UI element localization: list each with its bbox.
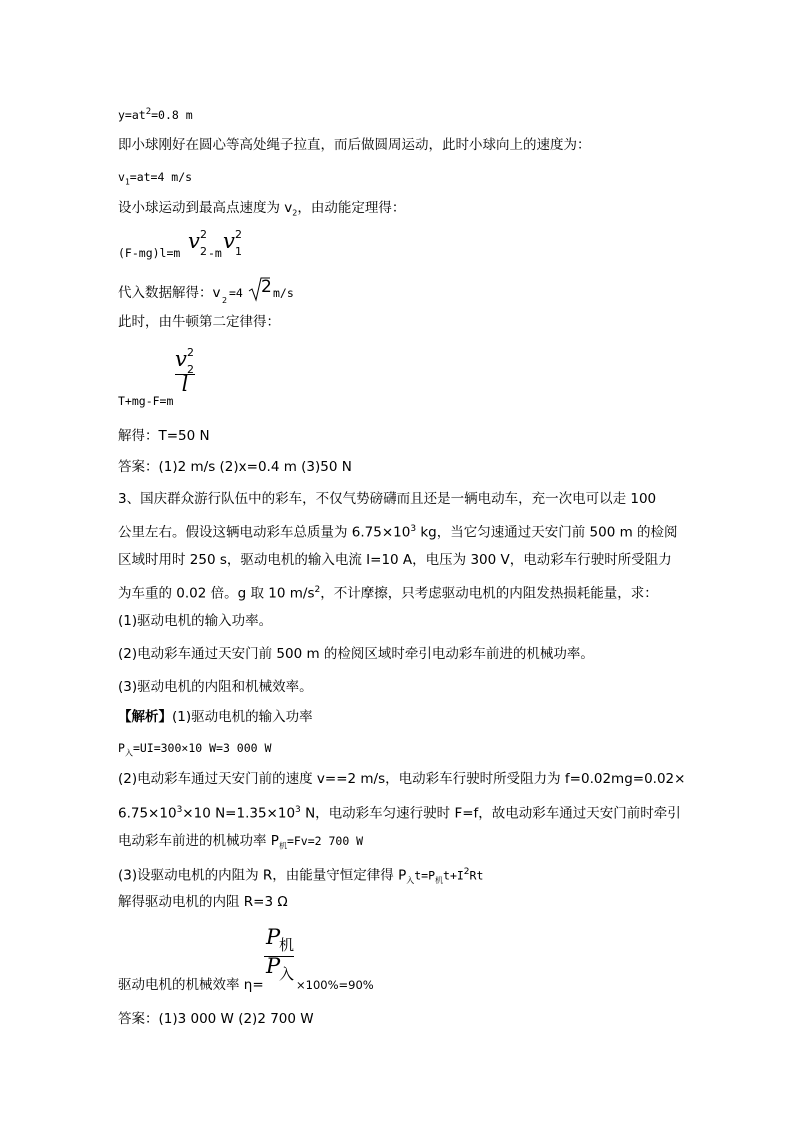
text: (3)设驱动电机的内阻为 R，由能量守恒定律得 P: [118, 867, 407, 884]
var-v1: v: [223, 229, 235, 253]
fraction: [264, 924, 296, 985]
subscript: 2: [187, 363, 194, 376]
text: =0.8 m: [151, 107, 193, 122]
superscript: 2: [463, 867, 470, 877]
line-tension-result: 解得：T=50 N: [118, 428, 210, 444]
text: ，由动能定理得：: [297, 200, 406, 216]
text: 为车重的 0.02 倍。g 取 10 m/s: [118, 585, 315, 602]
text: =at=4 m/s: [129, 170, 193, 184]
analysis-input-power: [118, 739, 271, 762]
text: ，不计摩擦，只考虑驱动电机的内阻发热损耗能量，求：: [320, 585, 658, 602]
analysis-line-4: [118, 801, 681, 823]
text: ×10 N=1.35×10: [182, 805, 296, 822]
superscript: 2: [200, 228, 207, 241]
equation-prefix: T+mg-F=m: [118, 394, 174, 408]
superscript: 2: [145, 107, 152, 117]
radicand: 2: [261, 277, 272, 297]
analysis-heading: [118, 708, 313, 726]
line-answer-3: 答案：(1)3 000 W (2)2 700 W: [118, 1011, 314, 1027]
analysis-tag: 【解析】: [118, 709, 172, 725]
superscript: 2: [235, 228, 242, 241]
text: v: [118, 170, 125, 184]
text: 驱动电机的机械效率 η=: [118, 977, 264, 993]
line-rope-straight: 即小球刚好在圆心等高处绳子拉直，而后做圆周运动，此时小球向上的速度为：: [118, 137, 591, 153]
problem-3-line-4: [118, 581, 658, 603]
problem-3-line-1: 3、国庆群众游行队伍中的彩车，不仅气势磅礴而且还是一辆电动车，充一次电可以走 100: [118, 491, 657, 507]
superscript: 2: [187, 346, 194, 359]
subscript: 2: [222, 296, 228, 305]
line-answer-2: 答案：(1)2 m/s (2)x=0.4 m (3)50 N: [118, 459, 352, 475]
superscript: 2: [314, 585, 321, 595]
text: kg，当它匀速通过天安门前 500 m 的检阅: [416, 524, 678, 541]
subscript: 2: [200, 245, 207, 258]
subscript: 1: [235, 245, 242, 258]
subscript: 机: [435, 876, 444, 886]
text: m/s: [273, 286, 294, 300]
line-kinetic-energy-theorem: [118, 199, 405, 223]
problem-3-line-2: [118, 520, 678, 542]
analysis-mechanical-power: [118, 832, 363, 856]
subscript: 入: [279, 965, 295, 983]
text: 设小球运动到最高点速度为 v: [118, 200, 293, 216]
text: ×100%=90%: [296, 978, 374, 992]
problem-3-line-3: 区域时用时 250 s，驱动电机的输入电流 I=10 A，电压为 300 V，电动彩车行驶时所受阻力: [118, 552, 672, 568]
superscript: 3: [176, 805, 183, 815]
numerator: P: [266, 925, 281, 949]
text: 公里左右。假设这辆电动彩车总质量为 6.75×10: [118, 524, 411, 541]
subscript: 入: [124, 748, 133, 758]
text: t+I: [443, 868, 464, 883]
text: 代入数据解得：v: [118, 285, 221, 301]
subscript: 2: [292, 208, 298, 218]
line-newton-second-law: 此时，由牛顿第二定律得：: [118, 314, 280, 330]
denominator: P: [266, 954, 281, 978]
numerator: v: [175, 347, 187, 371]
text: y=at: [118, 107, 146, 122]
analysis-line-3: (2)电动彩车通过天安门前的速度 v==2 m/s，电动彩车行驶时所受阻力为 f=0.02mg=0.02×: [118, 771, 686, 787]
fraction: [175, 344, 197, 396]
equation-prefix: (F-mg)l=m: [118, 246, 181, 260]
text: Rt: [469, 868, 484, 883]
analysis-energy-conservation: [118, 863, 483, 890]
text: =UI=300×10 W=3 000 W: [132, 741, 272, 755]
question-1: (1)驱动电机的输入功率。: [118, 613, 273, 629]
subscript: 机: [279, 936, 295, 954]
text: =4: [229, 286, 243, 300]
text: t=P: [414, 868, 436, 883]
subscript: 机: [278, 841, 287, 851]
analysis-resistance: 解得驱动电机的内阻 R=3 Ω: [118, 894, 288, 910]
var-v2: v: [188, 229, 200, 253]
question-3: (3)驱动电机的内阻和机械效率。: [118, 679, 313, 695]
question-2: (2)电动彩车通过天安门前 500 m 的检阅区域时牵引电动彩车前进的机械功率。: [118, 646, 594, 662]
text: P: [118, 741, 125, 755]
line-v1: [118, 168, 192, 191]
text: 6.75×10: [118, 805, 177, 822]
text: 电动彩车前进的机械功率 P: [118, 833, 279, 849]
text: =Fv=2 700 W: [286, 834, 364, 848]
line-displacement: [118, 103, 193, 124]
superscript: 3: [295, 805, 301, 815]
superscript: 3: [410, 524, 417, 534]
text: (1)驱动电机的输入功率: [172, 709, 313, 725]
subscript: 1: [124, 177, 130, 187]
denominator: l: [181, 372, 189, 396]
text: -m: [208, 246, 222, 260]
text: N，电动彩车匀速行驶时 F=f，故电动彩车通过天安门前时牵引: [300, 805, 681, 822]
subscript: 入: [406, 876, 415, 886]
